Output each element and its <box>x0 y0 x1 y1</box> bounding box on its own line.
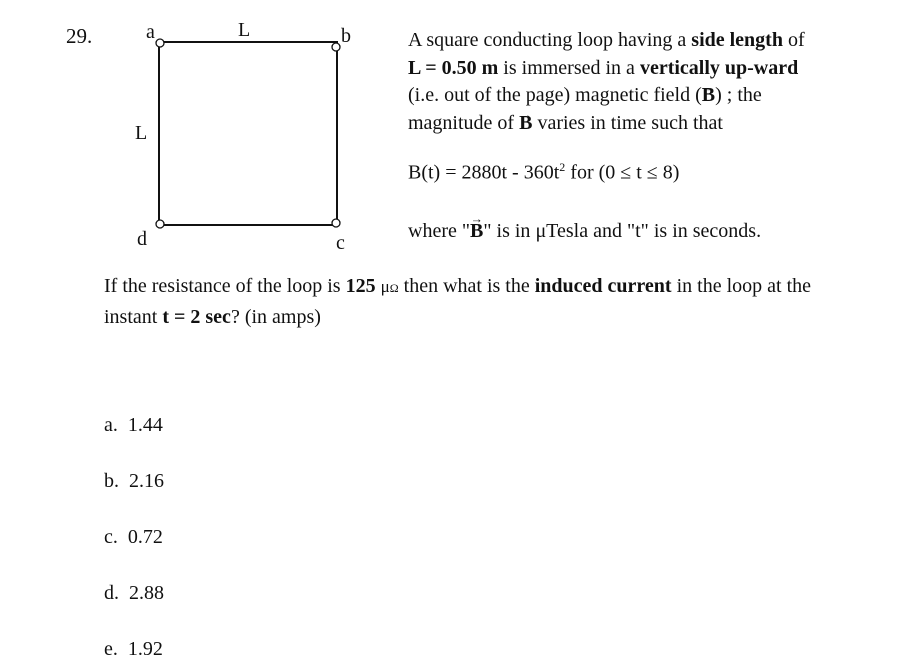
vector-b-symbol: → B <box>470 220 483 243</box>
square-loop <box>159 42 337 225</box>
field-formula: $B(t) = 2880t - 360t^2$ for (0 ≤ t ≤ 8) <box>408 160 680 184</box>
corner-c-label: c <box>336 232 345 254</box>
vector-b-symbol: → B <box>519 110 532 138</box>
top-side-label: L <box>238 19 251 41</box>
problem-description: A square conducting loop having a side length of L = 0.50 m is immersed in a vertically up-ward (i.e. out of the page) magnetic field (→ B) ; the magnitude of → B varies in time such that <box>408 27 818 137</box>
corner-a-node <box>156 39 164 47</box>
answer-choice-c[interactable]: c. 0.72 <box>104 526 163 548</box>
corner-a-label: a <box>146 21 155 43</box>
units-note: where "→ B" is in μTesla and "t" is in seconds. <box>408 220 761 243</box>
answer-choice-b[interactable]: b. 2.16 <box>104 470 164 492</box>
left-side-label: L <box>135 122 148 144</box>
answer-choice-d[interactable]: d. 2.88 <box>104 582 164 604</box>
corner-b-label: b <box>341 25 351 47</box>
answer-choice-a[interactable]: a. 1.44 <box>104 414 163 436</box>
question-number: 29. <box>66 24 93 48</box>
corner-c-node <box>332 219 340 227</box>
corner-d-node <box>156 220 164 228</box>
vector-b-symbol: → B <box>702 82 715 110</box>
question-text: If the resistance of the loop is 125 μΩ then what is the induced current in the loop at the instant t = 2 sec? (in amps) <box>104 275 812 328</box>
corner-d-label: d <box>137 228 147 250</box>
answer-choice-e[interactable]: e. 1.92 <box>104 638 163 660</box>
corner-b-node <box>332 43 340 51</box>
